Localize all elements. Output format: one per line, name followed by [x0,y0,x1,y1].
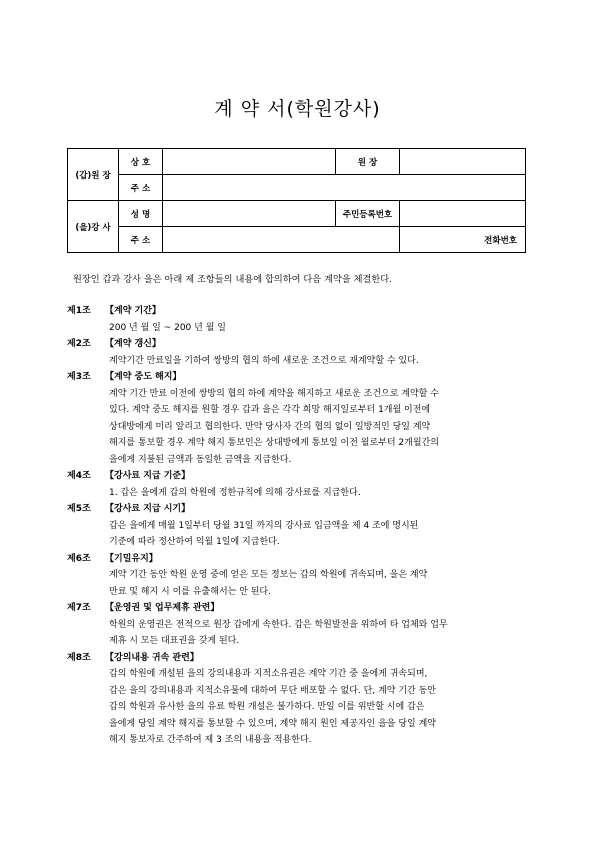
article-line: 갑은 을에게 매월 1일부터 당월 31일 까지의 강사료 입금액을 제 4 조에 명시된 [109,520,419,531]
article-line: 갑은 을의 강의내용과 지적소유물에 대하여 무단 배포할 수 없다. 단, 계약 기간 동안 [109,685,436,696]
article-line: 200 년 월 일 ~ 200 년 월 일 [109,322,226,333]
phone-label: 전화번호 [484,235,517,246]
article-line: 해지 통보자로 간주하여 제 3 조의 내용을 적용한다. [109,735,312,745]
trade-name-label: 상 호 [119,149,163,175]
article-line: 갑의 학원에 개설된 을의 강의내용과 지적소유권은 계약 기간 중 을에게 귀속되며, [109,669,428,679]
article-heading [67,468,527,485]
article-title: 【강사료 지급 기준】 [105,471,191,481]
article-line: 계약 기간 만료 이전에 쌍방의 협의 하에 계약을 해지하고 새로운 조건으로 계약할 수 [109,388,439,399]
article [67,468,527,501]
phone-label-cell [400,227,526,253]
article-heading [67,369,527,386]
article-number: 제8조 [67,652,91,663]
party-a-row-1 [68,149,526,175]
party-b-address-field[interactable] [163,227,400,253]
article-list [67,303,527,749]
party-b-row-2 [68,227,526,253]
article-heading [67,303,527,320]
article-line: 계약 기간 동안 학원 운영 중에 얻은 모든 정보는 갑의 학원에 귀속되며, 을은 계약 [109,570,428,580]
article-line: 해지를 통보할 경우 계약 해지 통보인은 상대방에게 통보일 이전 월로부터 2개월간의 [109,438,439,448]
trade-name-field[interactable] [163,149,336,175]
contract-intro: 원장인 갑과 강사 을은 아래 제 조항들의 내용에 합의하여 다음 계약을 체결한다. [73,274,393,285]
article-title: 【계약 갱신】 [105,339,161,349]
article-number: 제5조 [67,504,91,514]
article-heading [67,650,527,667]
article-title: 【강의내용 귀속 관련】 [105,652,199,663]
resident-id-field[interactable] [400,201,526,227]
article-line: 을에게 당일 계약 해지를 통보할 수 있으며, 계약 해지 원인 제공자인 을을 당일 계약 [109,718,436,729]
article-heading [67,551,527,568]
party-info-table [67,148,526,253]
article-line: 상대방에게 미리 알리고 협의한다. 만약 당사자 간의 협의 없이 일방적인 당일 계약 [109,421,431,432]
article-number: 제1조 [67,306,91,316]
article-number: 제6조 [67,553,91,564]
article-line: 있다. 계약 중도 해지를 원할 경우 갑과 을은 각각 희망 해지일로부터 1개월 이전에 [109,405,431,415]
party-b-label: (을)강 사 [68,201,119,253]
article-number: 제4조 [67,471,91,481]
article-heading [67,600,527,617]
article [67,600,527,650]
article-number: 제7조 [67,603,91,613]
name-label: 성 명 [119,201,163,227]
article-line: 을에게 지불된 금액과 동일한 금액을 지급한다. [109,454,292,465]
article-line: 갑의 학원과 유사한 을의 유료 학원 개설은 불가하다. 만일 이를 위반할 시에 갑은 [109,702,425,712]
article [67,551,527,601]
article-line: 만료 및 해지 시 이를 유출해서는 안 된다. [109,586,271,597]
document-title: 계 약 서(학원강사) [214,98,381,120]
article [67,336,527,369]
party-a-address-field[interactable] [163,175,526,201]
party-b-address-label: 주 소 [119,227,163,253]
article-title: 【운영권 및 업무제휴 관련】 [105,603,220,613]
resident-id-label: 주민등록번호 [336,201,400,227]
article-line: 계약기간 만료일을 기하여 쌍방의 협의 하에 새로운 조건으로 재계약할 수 있다. [109,355,419,366]
article-number: 제3조 [67,372,91,382]
article-line: 기준에 따라 정산하여 익월 1일에 지급한다. [109,537,280,547]
party-a-label: (갑)원 장 [68,149,119,201]
principal-label: 원 장 [336,149,400,175]
article-title: 【계약 중도 해지】 [105,372,182,382]
article-line: 1. 갑은 을에게 갑의 학원에 정한규칙에 의해 강사료를 지급한다. [109,487,361,498]
article [67,369,527,468]
party-a-row-2 [68,175,526,201]
party-b-row-1 [68,201,526,227]
article [67,303,527,336]
principal-field[interactable] [400,149,526,175]
name-field[interactable] [163,201,336,227]
article [67,501,527,551]
party-a-address-label: 주 소 [119,175,163,201]
article-title: 【계약 기간】 [105,306,161,316]
article-heading [67,336,527,353]
article-title: 【강사료 지급 시기】 [105,504,191,514]
article [67,650,527,749]
article-heading [67,501,527,518]
article-title: 【기밀유지】 [105,553,158,564]
article-line: 제휴 시 모든 대표권을 갖게 된다. [109,636,240,646]
article-number: 제2조 [67,339,91,349]
article-line: 학원의 운영권은 전적으로 원장 갑에게 속한다. 갑은 학원발전을 위하여 타 업체와 업무 [109,619,448,630]
